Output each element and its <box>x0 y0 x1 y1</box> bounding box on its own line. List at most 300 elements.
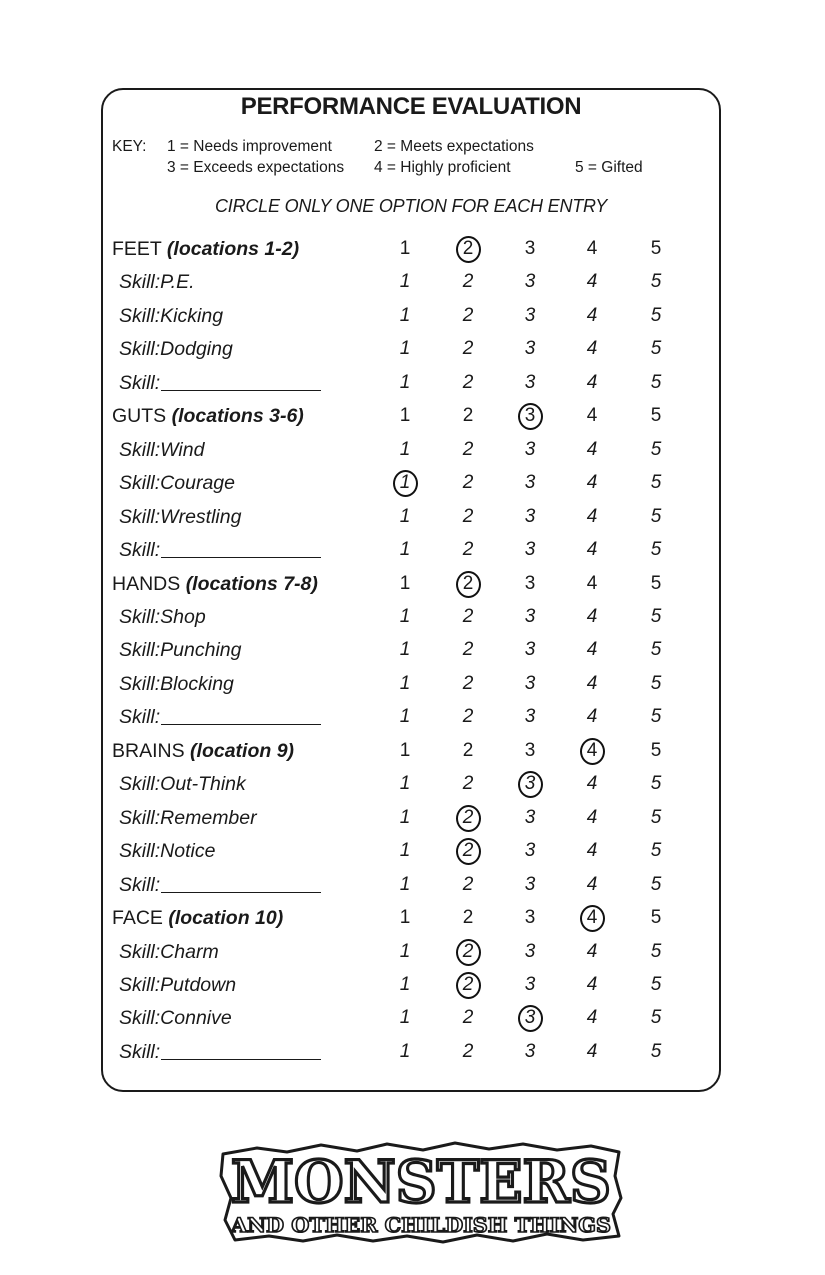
rating-number: 5 <box>650 1040 662 1062</box>
skill-name: Connive <box>160 1007 232 1030</box>
selection-circle <box>456 571 481 598</box>
rating-option-5[interactable] <box>642 769 670 799</box>
rating-option-5[interactable] <box>642 803 670 833</box>
rating-option-4[interactable] <box>578 870 606 900</box>
rating-option-3[interactable] <box>516 937 544 967</box>
rating-number: 2 <box>462 304 474 326</box>
rating-number: 4 <box>586 505 598 527</box>
rating-option-5[interactable] <box>642 435 670 465</box>
rating-option-2[interactable] <box>454 1037 482 1067</box>
rating-option-2[interactable] <box>454 870 482 900</box>
rating-number: 3 <box>524 472 536 494</box>
rating-option-3[interactable] <box>516 234 544 264</box>
rating-number: 3 <box>524 304 536 326</box>
rating-option-1[interactable] <box>391 769 419 799</box>
rating-option-4[interactable] <box>578 569 606 599</box>
monsters-logo <box>217 1140 625 1246</box>
skill-label <box>119 870 321 900</box>
rating-option-4[interactable] <box>578 301 606 331</box>
skill-label <box>119 468 235 498</box>
rating-number: 3 <box>524 371 536 393</box>
skill-prefix: Skill: <box>119 672 161 695</box>
skill-prefix: Skill: <box>119 472 161 495</box>
rating-option-3[interactable] <box>516 535 544 565</box>
category-label <box>112 401 304 431</box>
rating-number: 2 <box>462 271 474 293</box>
skill-prefix: Skill: <box>119 1040 161 1063</box>
skill-name: Wind <box>160 438 205 461</box>
rating-option-1[interactable] <box>391 970 419 1000</box>
rating-option-4[interactable] <box>578 1037 606 1067</box>
rating-number: 1 <box>399 739 411 761</box>
skill-label <box>119 836 215 866</box>
rating-option-4[interactable] <box>578 635 606 665</box>
rating-number: 1 <box>399 773 411 795</box>
rating-number: 1 <box>399 973 411 995</box>
rating-number: 4 <box>586 238 598 259</box>
rating-number: 2 <box>462 1007 474 1029</box>
rating-option-4[interactable] <box>578 368 606 398</box>
rating-number: 1 <box>399 940 411 962</box>
rating-number: 2 <box>462 806 474 828</box>
skill-row <box>0 937 825 967</box>
rating-number: 3 <box>524 672 536 694</box>
category-locations: (locations 1-2) <box>166 238 300 260</box>
rating-option-5[interactable] <box>642 903 670 933</box>
rating-number: 2 <box>462 940 474 962</box>
skill-prefix: Skill: <box>119 873 161 896</box>
rating-option-5[interactable] <box>642 870 670 900</box>
rating-option-5[interactable] <box>642 1037 670 1067</box>
rating-number: 3 <box>524 238 536 259</box>
rating-number: 3 <box>524 773 536 795</box>
rating-number: 1 <box>399 806 411 828</box>
rating-number: 2 <box>462 539 474 560</box>
rating-option-2[interactable] <box>454 702 482 732</box>
rating-option-2[interactable] <box>454 836 482 866</box>
rating-number: 5 <box>650 371 662 393</box>
rating-option-5[interactable] <box>642 368 670 398</box>
category-locations: (locations 3-6) <box>171 405 304 428</box>
rating-option-5[interactable] <box>642 669 670 699</box>
rating-number: 4 <box>586 773 598 795</box>
rating-option-4[interactable] <box>578 836 606 866</box>
rating-option-4[interactable] <box>578 267 606 297</box>
rating-option-2[interactable] <box>454 903 482 933</box>
rating-number: 4 <box>586 1007 598 1029</box>
rating-option-5[interactable] <box>642 334 670 364</box>
rating-number: 3 <box>524 907 536 928</box>
selection-circle <box>456 805 481 832</box>
rating-option-5[interactable] <box>642 702 670 732</box>
skill-prefix: Skill: <box>119 773 161 796</box>
skill-label <box>119 769 246 799</box>
skill-row <box>0 1037 825 1067</box>
rating-option-3[interactable] <box>516 970 544 1000</box>
rating-option-3[interactable] <box>516 870 544 900</box>
rating-option-3[interactable] <box>516 836 544 866</box>
skill-row <box>0 435 825 465</box>
rating-option-3[interactable] <box>516 1003 544 1033</box>
rating-option-2[interactable] <box>454 502 482 532</box>
rating-number: 4 <box>586 438 598 460</box>
key-item-1: 1 = Needs improvement <box>167 138 332 155</box>
rating-option-1[interactable] <box>391 803 419 833</box>
rating-option-2[interactable] <box>454 937 482 967</box>
rating-option-1[interactable] <box>391 702 419 732</box>
rating-option-2[interactable] <box>454 769 482 799</box>
rating-option-5[interactable] <box>642 602 670 632</box>
rating-option-1[interactable] <box>391 569 419 599</box>
skill-prefix: Skill: <box>119 505 161 528</box>
skill-blank-line[interactable] <box>161 390 321 391</box>
key-label: KEY: <box>112 138 147 155</box>
rating-option-2[interactable] <box>454 334 482 364</box>
skill-row <box>0 502 825 532</box>
rating-option-5[interactable] <box>642 836 670 866</box>
rating-option-5[interactable] <box>642 234 670 264</box>
rating-option-3[interactable] <box>516 301 544 331</box>
rating-option-2[interactable] <box>454 267 482 297</box>
category-locations: (locations 7-8) <box>185 572 318 595</box>
rating-option-3[interactable] <box>516 635 544 665</box>
skill-blank-line[interactable] <box>161 724 321 725</box>
rating-number: 5 <box>650 639 662 661</box>
rating-option-5[interactable] <box>642 635 670 665</box>
rating-number: 2 <box>462 606 474 627</box>
logo-title: MONSTERS <box>231 1148 611 1216</box>
rating-number: 3 <box>524 438 536 460</box>
rating-option-4[interactable] <box>578 937 606 967</box>
skill-name: Remember <box>160 806 257 829</box>
skill-label <box>119 602 206 632</box>
skill-prefix: Skill: <box>119 840 161 863</box>
rating-number: 3 <box>524 572 536 594</box>
rating-number: 2 <box>462 840 474 862</box>
rating-option-1[interactable] <box>391 1037 419 1067</box>
rating-number: 3 <box>524 973 536 995</box>
rating-number: 2 <box>462 572 474 594</box>
skill-row <box>0 301 825 331</box>
rating-number: 5 <box>650 806 662 828</box>
rating-number: 5 <box>650 706 662 728</box>
rating-option-4[interactable] <box>578 769 606 799</box>
rating-option-1[interactable] <box>391 903 419 933</box>
rating-number: 3 <box>524 873 536 895</box>
rating-option-3[interactable] <box>516 702 544 732</box>
skill-prefix: Skill: <box>119 639 161 662</box>
rating-option-2[interactable] <box>454 970 482 1000</box>
rating-number: 2 <box>462 438 474 460</box>
category-label <box>112 569 318 599</box>
skill-name: Blocking <box>160 672 234 695</box>
rating-option-4[interactable] <box>578 468 606 498</box>
category-name: HANDS <box>112 572 181 595</box>
rating-number: 1 <box>399 606 411 627</box>
rating-number: 4 <box>586 973 598 995</box>
skill-prefix: Skill: <box>119 940 161 963</box>
rating-option-1[interactable] <box>391 669 419 699</box>
rating-option-1[interactable] <box>391 1003 419 1033</box>
rating-option-4[interactable] <box>578 234 606 264</box>
rating-number: 3 <box>524 539 536 560</box>
rating-number: 5 <box>650 739 662 761</box>
rating-option-1[interactable] <box>391 368 419 398</box>
rating-option-1[interactable] <box>391 635 419 665</box>
rating-number: 2 <box>462 739 474 761</box>
rating-option-1[interactable] <box>391 234 419 264</box>
rating-number: 4 <box>586 1040 598 1062</box>
rating-option-2[interactable] <box>454 803 482 833</box>
skill-label <box>119 1003 232 1033</box>
category-row <box>0 569 825 599</box>
rating-number: 5 <box>650 338 662 360</box>
rating-number: 1 <box>399 505 411 527</box>
rating-option-3[interactable] <box>516 502 544 532</box>
rating-number: 2 <box>462 371 474 393</box>
skill-name: Kicking <box>160 304 224 327</box>
selection-circle <box>518 1005 543 1032</box>
skill-label <box>119 1037 321 1067</box>
rating-option-5[interactable] <box>642 468 670 498</box>
skill-name: Out-Think <box>160 773 246 796</box>
rating-number: 2 <box>462 706 474 728</box>
rating-number: 3 <box>524 840 536 862</box>
rating-option-2[interactable] <box>454 368 482 398</box>
skill-row <box>0 635 825 665</box>
key-item-4: 4 = Highly proficient <box>374 159 511 176</box>
category-locations: (location 10) <box>168 907 284 929</box>
rating-number: 5 <box>650 304 662 326</box>
rating-number: 3 <box>524 405 536 427</box>
rating-number: 5 <box>650 940 662 962</box>
page-title: PERFORMANCE EVALUATION <box>240 93 582 120</box>
rating-option-2[interactable] <box>454 602 482 632</box>
skill-name: Putdown <box>160 973 237 996</box>
rating-option-4[interactable] <box>578 903 606 933</box>
rating-option-2[interactable] <box>454 669 482 699</box>
rating-option-2[interactable] <box>454 435 482 465</box>
rating-option-5[interactable] <box>642 502 670 532</box>
rating-option-2[interactable] <box>454 301 482 331</box>
rating-number: 1 <box>399 371 411 393</box>
skill-prefix: Skill: <box>119 806 161 829</box>
rating-option-2[interactable] <box>454 401 482 431</box>
skill-label <box>119 301 223 331</box>
rating-number: 3 <box>524 271 536 293</box>
selection-circle <box>580 738 605 765</box>
category-locations: (location 9) <box>190 739 295 762</box>
skill-row <box>0 368 825 398</box>
rating-number: 2 <box>462 672 474 694</box>
rating-option-1[interactable] <box>391 937 419 967</box>
rating-number: 4 <box>586 606 598 627</box>
rating-number: 5 <box>650 672 662 694</box>
category-row <box>0 736 825 766</box>
category-row <box>0 401 825 431</box>
category-name: BRAINS <box>112 739 185 762</box>
skill-name: Wrestling <box>160 505 242 528</box>
rating-number: 3 <box>524 338 536 360</box>
rating-option-3[interactable] <box>516 468 544 498</box>
key-item-5: 5 = Gifted <box>575 159 643 176</box>
rating-option-2[interactable] <box>454 535 482 565</box>
rating-number: 1 <box>399 405 411 427</box>
rating-number: 4 <box>586 405 598 427</box>
rating-option-2[interactable] <box>454 468 482 498</box>
rating-option-1[interactable] <box>391 435 419 465</box>
rating-option-3[interactable] <box>516 1037 544 1067</box>
rating-number: 3 <box>524 706 536 728</box>
rating-option-1[interactable] <box>391 870 419 900</box>
rating-option-1[interactable] <box>391 401 419 431</box>
rating-number: 2 <box>462 505 474 527</box>
rating-number: 1 <box>399 472 411 494</box>
rating-option-1[interactable] <box>391 502 419 532</box>
rating-number: 5 <box>650 405 662 427</box>
rating-option-3[interactable] <box>516 736 544 766</box>
category-label <box>112 903 283 933</box>
rating-option-3[interactable] <box>516 267 544 297</box>
rating-option-5[interactable] <box>642 535 670 565</box>
selection-circle <box>456 939 481 966</box>
rating-number: 5 <box>650 271 662 293</box>
skill-label <box>119 435 204 465</box>
rating-option-5[interactable] <box>642 569 670 599</box>
rating-number: 1 <box>399 304 411 326</box>
rating-option-2[interactable] <box>454 736 482 766</box>
rating-option-3[interactable] <box>516 435 544 465</box>
rating-option-3[interactable] <box>516 803 544 833</box>
rating-number: 4 <box>586 304 598 326</box>
rating-number: 3 <box>524 606 536 627</box>
rating-option-1[interactable] <box>391 468 419 498</box>
selection-circle <box>393 470 418 497</box>
rating-number: 5 <box>650 539 662 560</box>
rating-number: 2 <box>462 773 474 795</box>
rating-option-5[interactable] <box>642 267 670 297</box>
rating-number: 5 <box>650 572 662 594</box>
skill-name: Shop <box>160 606 206 628</box>
rating-number: 1 <box>399 873 411 895</box>
rating-option-4[interactable] <box>578 803 606 833</box>
skill-blank-line[interactable] <box>161 557 321 558</box>
rating-option-5[interactable] <box>642 301 670 331</box>
rating-number: 1 <box>399 840 411 862</box>
rating-option-5[interactable] <box>642 401 670 431</box>
rating-number: 1 <box>399 672 411 694</box>
rating-number: 4 <box>586 806 598 828</box>
rating-option-4[interactable] <box>578 535 606 565</box>
rating-number: 3 <box>524 639 536 661</box>
rating-option-2[interactable] <box>454 234 482 264</box>
rating-number: 3 <box>524 806 536 828</box>
rating-number: 5 <box>650 773 662 795</box>
rating-number: 4 <box>586 572 598 594</box>
skill-name: Dodging <box>160 338 233 361</box>
rating-option-5[interactable] <box>642 736 670 766</box>
selection-circle <box>456 838 481 865</box>
rating-number: 3 <box>524 940 536 962</box>
key-item-2: 2 = Meets expectations <box>374 138 534 155</box>
skill-name: Notice <box>160 840 216 863</box>
skill-label <box>119 937 219 967</box>
rating-number: 5 <box>650 472 662 494</box>
selection-circle <box>518 403 543 430</box>
rating-option-2[interactable] <box>454 1003 482 1033</box>
rating-option-1[interactable] <box>391 535 419 565</box>
rating-option-3[interactable] <box>516 334 544 364</box>
rating-number: 4 <box>586 907 598 928</box>
rating-option-3[interactable] <box>516 368 544 398</box>
rating-option-4[interactable] <box>578 401 606 431</box>
rating-option-3[interactable] <box>516 569 544 599</box>
rating-option-3[interactable] <box>516 669 544 699</box>
rating-option-3[interactable] <box>516 602 544 632</box>
rating-number: 1 <box>399 438 411 460</box>
category-name: GUTS <box>112 405 167 428</box>
rating-option-3[interactable] <box>516 401 544 431</box>
rating-option-5[interactable] <box>642 1003 670 1033</box>
skill-row <box>0 970 825 1000</box>
rating-option-2[interactable] <box>454 569 482 599</box>
rating-option-1[interactable] <box>391 267 419 297</box>
rating-option-4[interactable] <box>578 602 606 632</box>
skill-row <box>0 535 825 565</box>
skill-prefix: Skill: <box>119 371 161 394</box>
rating-option-3[interactable] <box>516 769 544 799</box>
rating-option-1[interactable] <box>391 334 419 364</box>
rating-number: 1 <box>399 1040 411 1062</box>
rating-number: 5 <box>650 606 662 627</box>
rating-number: 3 <box>524 1007 536 1029</box>
skill-prefix: Skill: <box>119 338 161 361</box>
rating-number: 2 <box>462 639 474 661</box>
skill-prefix: Skill: <box>119 438 161 461</box>
rating-option-4[interactable] <box>578 435 606 465</box>
rating-option-2[interactable] <box>454 635 482 665</box>
rating-option-5[interactable] <box>642 970 670 1000</box>
rating-option-1[interactable] <box>391 301 419 331</box>
skill-row <box>0 334 825 364</box>
rating-number: 1 <box>399 238 411 259</box>
rating-option-4[interactable] <box>578 1003 606 1033</box>
skill-blank-line[interactable] <box>161 1059 321 1060</box>
rating-option-1[interactable] <box>391 836 419 866</box>
rating-option-1[interactable] <box>391 602 419 632</box>
rating-option-4[interactable] <box>578 736 606 766</box>
skill-row <box>0 468 825 498</box>
rating-number: 1 <box>399 907 411 928</box>
category-row <box>0 234 825 264</box>
skill-label <box>119 502 241 532</box>
rating-option-4[interactable] <box>578 502 606 532</box>
category-label <box>112 234 299 264</box>
rating-option-4[interactable] <box>578 334 606 364</box>
rating-option-5[interactable] <box>642 937 670 967</box>
rating-option-4[interactable] <box>578 970 606 1000</box>
rating-option-4[interactable] <box>578 669 606 699</box>
rating-option-1[interactable] <box>391 736 419 766</box>
skill-prefix: Skill: <box>119 973 161 996</box>
skill-label <box>119 803 257 833</box>
skill-prefix: Skill: <box>119 606 161 628</box>
rating-number: 2 <box>462 973 474 995</box>
rating-option-3[interactable] <box>516 903 544 933</box>
skill-blank-line[interactable] <box>161 892 321 893</box>
skill-name: Courage <box>160 472 235 495</box>
rating-option-4[interactable] <box>578 702 606 732</box>
